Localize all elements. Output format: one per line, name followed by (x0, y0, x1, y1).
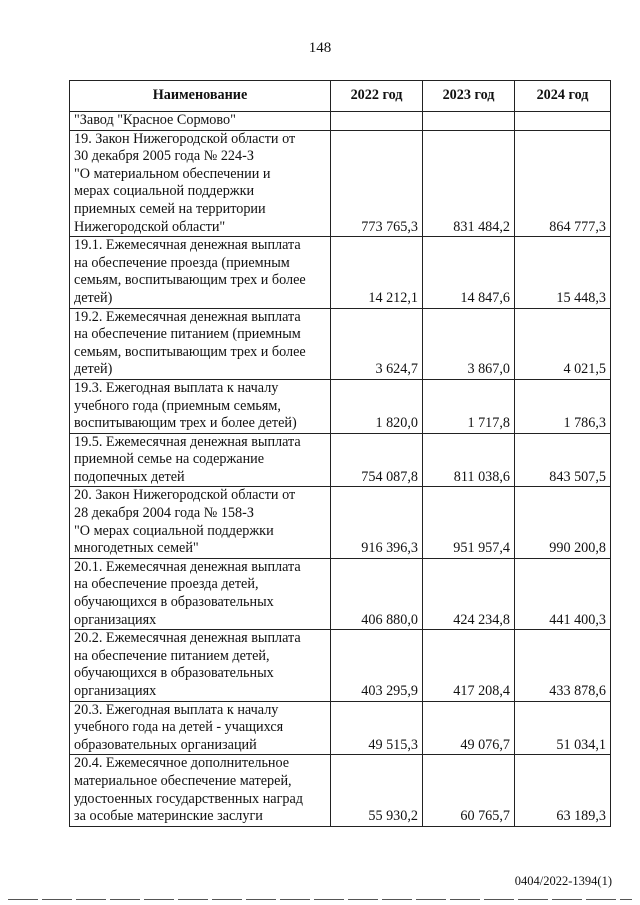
value-2024 (515, 112, 611, 131)
value-2022: 406 880,0 (331, 558, 423, 629)
value-2022: 55 930,2 (331, 755, 423, 826)
value-2022: 754 087,8 (331, 433, 423, 487)
value-2023: 49 076,7 (423, 701, 515, 755)
value-2023: 811 038,6 (423, 433, 515, 487)
table-row (70, 379, 611, 433)
table-row (70, 487, 611, 558)
value-2024: 1 786,3 (515, 379, 611, 433)
value-2023: 951 957,4 (423, 487, 515, 558)
value-2023: 14 847,6 (423, 237, 515, 308)
value-2024: 15 448,3 (515, 237, 611, 308)
value-2024: 864 777,3 (515, 130, 611, 237)
value-2023: 1 717,8 (423, 379, 515, 433)
value-2022: 916 396,3 (331, 487, 423, 558)
row-name: 19.3. Ежегодная выплата к началу учебного года (приемным семьям, воспитывающим трех и более детей) (70, 379, 331, 433)
value-2023: 424 234,8 (423, 558, 515, 629)
table-row (70, 433, 611, 487)
header-2022: 2022 год (331, 81, 423, 112)
header-2023: 2023 год (423, 81, 515, 112)
value-2022: 49 515,3 (331, 701, 423, 755)
row-name: 20. Закон Нижегородской области от 28 декабря 2004 года № 158-З "О мерах социальной поддержки многодетных семей" (70, 487, 331, 558)
row-name: 20.2. Ежемесячная денежная выплата на обеспечение питанием детей, обучающихся в образовательных организациях (70, 630, 331, 701)
table-row (70, 701, 611, 755)
value-2024: 4 021,5 (515, 308, 611, 379)
table-row (70, 130, 611, 237)
table-header-row (70, 81, 611, 112)
row-name: 19. Закон Нижегородской области от 30 декабря 2005 года № 224-З "О материальном обеспечении и мерах социальной поддержки приемных семей на территории Нижегородской области" (70, 130, 331, 237)
row-name: 19.5. Ежемесячная денежная выплата приемной семье на содержание подопечных детей (70, 433, 331, 487)
value-2022: 14 212,1 (331, 237, 423, 308)
value-2024: 433 878,6 (515, 630, 611, 701)
row-name: 20.1. Ежемесячная денежная выплата на обеспечение проезда детей, обучающихся в образовательных организациях (70, 558, 331, 629)
table-row (70, 112, 611, 131)
value-2024: 63 189,3 (515, 755, 611, 826)
page-number: 148 (308, 40, 332, 56)
value-2024: 990 200,8 (515, 487, 611, 558)
value-2022: 403 295,9 (331, 630, 423, 701)
value-2022: 1 820,0 (331, 379, 423, 433)
row-name: 19.2. Ежемесячная денежная выплата на обеспечение питанием (приемным семьям, воспитывающим трех и более детей) (70, 308, 331, 379)
bottom-divider (8, 899, 632, 900)
table-row (70, 237, 611, 308)
value-2023: 417 208,4 (423, 630, 515, 701)
table-row (70, 630, 611, 701)
table-row (70, 558, 611, 629)
value-2024: 843 507,5 (515, 433, 611, 487)
value-2022 (331, 112, 423, 131)
row-name: 19.1. Ежемесячная денежная выплата на обеспечение проезда (приемным семьям, воспитывающим трех и более детей) (70, 237, 331, 308)
value-2022: 773 765,3 (331, 130, 423, 237)
value-2023: 831 484,2 (423, 130, 515, 237)
value-2023: 60 765,7 (423, 755, 515, 826)
header-2024: 2024 год (515, 81, 611, 112)
value-2024: 441 400,3 (515, 558, 611, 629)
value-2023 (423, 112, 515, 131)
value-2022: 3 624,7 (331, 308, 423, 379)
budget-table (69, 80, 611, 827)
table-row (70, 755, 611, 826)
row-name: 20.3. Ежегодная выплата к началу учебного года на детей - учащихся образовательных организаций (70, 701, 331, 755)
row-name: 20.4. Ежемесячное дополнительное материальное обеспечение матерей, удостоенных государственных наград за особые материнские заслуги (70, 755, 331, 826)
table-row (70, 308, 611, 379)
document-code: 0404/2022-1394(1) (514, 874, 612, 888)
row-name: "Завод "Красное Сормово" (70, 112, 331, 131)
value-2024: 51 034,1 (515, 701, 611, 755)
header-name: Наименование (70, 81, 331, 112)
value-2023: 3 867,0 (423, 308, 515, 379)
